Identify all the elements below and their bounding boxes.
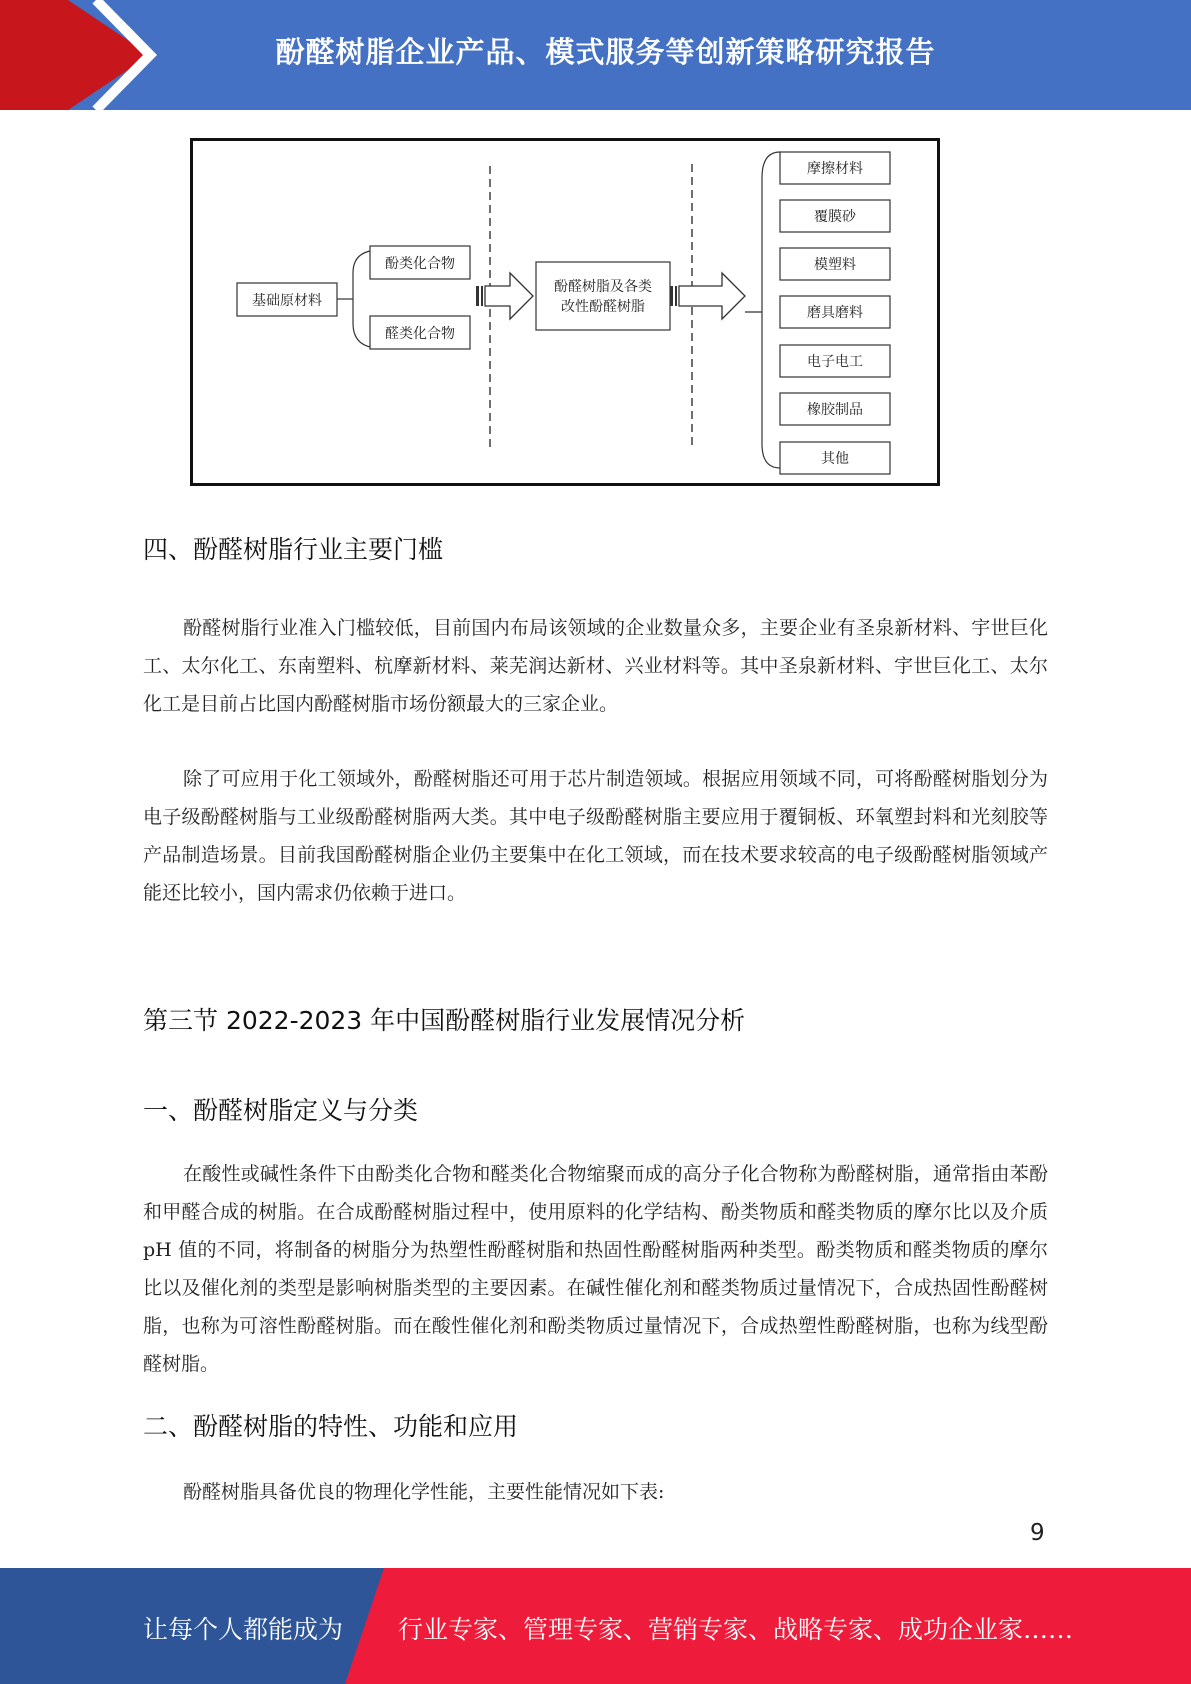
- paragraph-barriers-1: 酚醛树脂行业准入门槛较低，目前国内布局该领域的企业数量众多，主要企业有圣泉新材料、宇世巨化工、太尔化工、东南塑料、杭摩新材料、莱芜润达新材、兴业材料等。其中圣泉新材料、宇世巨化工、太尔化工是目前占比国内酚醛树脂市场份额最大的三家企业。: [143, 617, 1048, 715]
- aldehyde-compound-label: 醛类化合物: [385, 326, 455, 342]
- page-number: 9: [1030, 1520, 1045, 1546]
- section-heading-properties: 二、酚醛树脂的特性、功能和应用: [143, 1412, 519, 1441]
- application-label: 磨具磨料: [807, 305, 863, 321]
- application-label: 电子电工: [807, 354, 863, 370]
- footer-slogan-right: 行业专家、管理专家、营销专家、战略专家、成功企业家……: [398, 1615, 1074, 1644]
- industry-chain-diagram: [190, 138, 940, 486]
- section-heading-barriers: 四、酚醛树脂行业主要门槛: [143, 535, 444, 564]
- application-label: 摩擦材料: [807, 161, 863, 177]
- page-footer: [0, 1568, 1191, 1684]
- phenol-compound-label: 酚类化合物: [385, 256, 455, 272]
- application-label: 覆膜砂: [814, 209, 856, 225]
- chapter-heading: 第三节 2022-2023 年中国酚醛树脂行业发展情况分析: [143, 1006, 746, 1035]
- application-label: 模塑料: [814, 257, 856, 273]
- paragraph-definition: 在酸性或碱性条件下由酚类化合物和醛类化合物缩聚而成的高分子化合物称为酚醛树脂，通常指由苯酚和甲醛合成的树脂。在合成酚醛树脂过程中，使用原料的化学结构、酚类物质和醛类物质的摩尔比以及介质 pH 值的不同，将制备的树脂分为热塑性酚醛树脂和热固性酚醛树脂两种类型。酚类物质和醛类物质的摩尔比以及催化剂的类型是影响树脂类型的主要因素。在碱性催化剂和醛类物质过量情况下，合成热固性酚醛树脂，也称为可溶性酚醛树脂。而在酸性催化剂和酚类物质过量情况下，合成热塑性酚醛树脂，也称为线型酚醛树脂。: [143, 1163, 1048, 1375]
- page-header: [0, 0, 1191, 110]
- phenolic-resin-label-line2: 改性酚醛树脂: [561, 299, 645, 315]
- header-title: 酚醛树脂企业产品、模式服务等创新策略研究报告: [275, 35, 936, 69]
- footer-slogan-left: 让每个人都能成为: [143, 1615, 344, 1644]
- application-label: 橡胶制品: [807, 402, 863, 418]
- phenolic-resin-box: [536, 262, 670, 330]
- section-heading-definition: 一、酚醛树脂定义与分类: [143, 1096, 419, 1125]
- application-label: 其他: [821, 451, 849, 467]
- raw-material-label: 基础原材料: [252, 293, 322, 309]
- paragraph-properties: 酚醛树脂具备优良的物理化学性能，主要性能情况如下表:: [183, 1481, 665, 1503]
- paragraph-barriers-2: 除了可应用于化工领域外，酚醛树脂还可用于芯片制造领域。根据应用领域不同，可将酚醛树脂划分为电子级酚醛树脂与工业级酚醛树脂两大类。其中电子级酚醛树脂主要应用于覆铜板、环氧塑封料和光刻胶等产品制造场景。目前我国酚醛树脂企业仍主要集中在化工领域，而在技术要求较高的电子级酚醛树脂领域产能还比较小，国内需求仍依赖于进口。: [143, 768, 1048, 904]
- phenolic-resin-label-line1: 酚醛树脂及各类: [554, 279, 652, 295]
